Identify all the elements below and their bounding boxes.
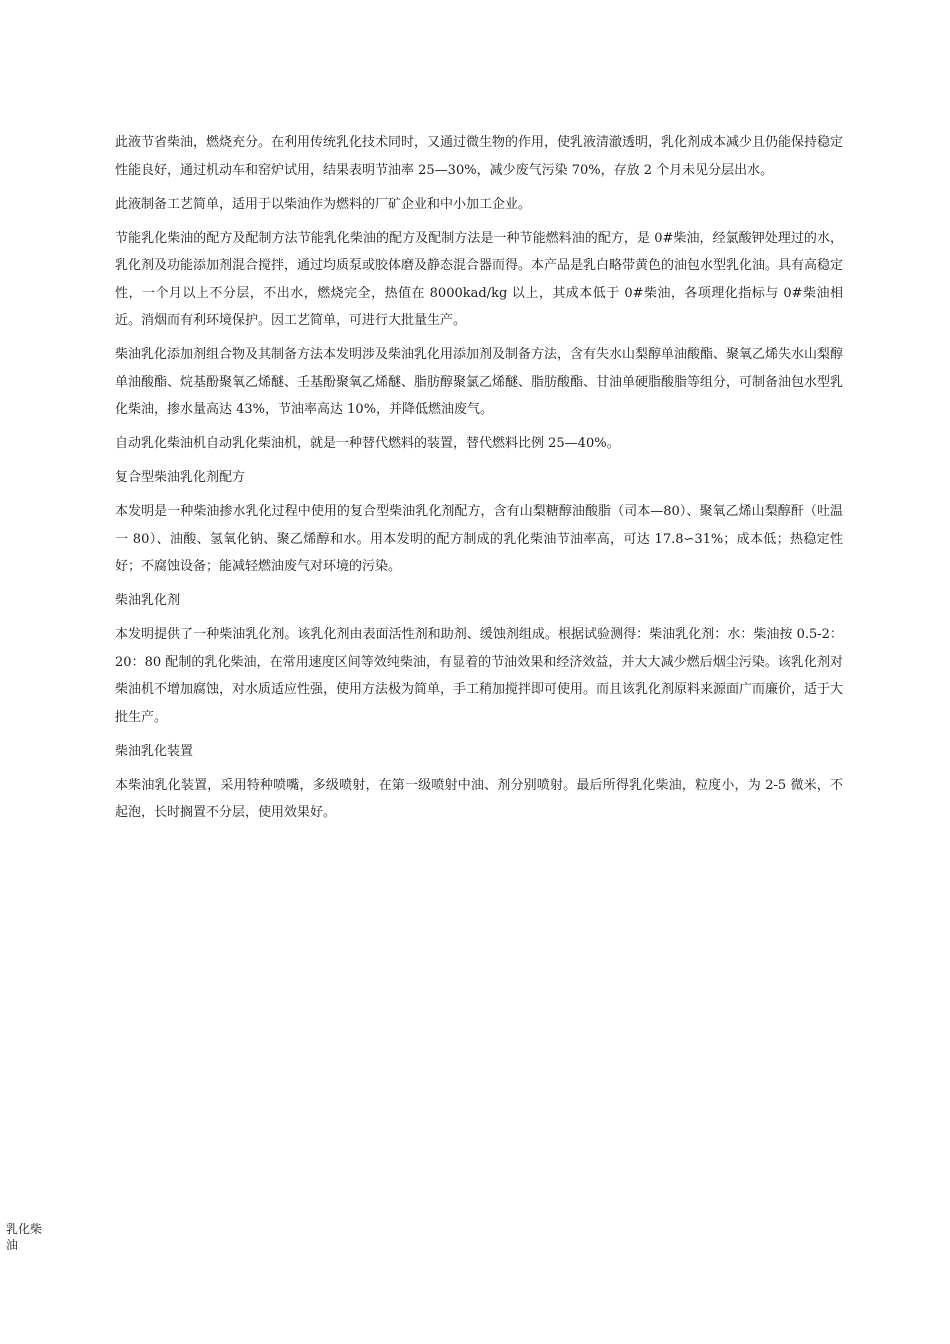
paragraph-11: 本柴油乳化装置，采用特种喷嘴，多级喷射，在第一级喷射中油、剂分别喷射。最后所得乳化柴油，粒度小，为 2-5 微米，不起泡，长时搁置不分层，使用效果好。: [115, 777, 843, 820]
paragraph-1: 此液节省柴油，燃烧充分。在利用传统乳化技术同时，又通过微生物的作用，使乳液清澈透明，乳化剂成本减少且仍能保持稳定性能良好，通过机动车和窑炉试用，结果表明节油率 25—30%，减少废气污染 70%，存放 2 个月未见分层出水。: [115, 135, 844, 178]
document-body: [115, 129, 843, 833]
paragraph-3: 节能乳化柴油的配方及配制方法节能乳化柴油的配方及配制方法是一种节能燃料油的配方，是 0#柴油，经氯酸钾处理过的水，乳化剂及功能添加剂混合搅拌，通过均质泵或胶体磨及静态混合器而得。本产品是乳白略带黄色的油包水型乳化油。具有高稳定性，一个月以上不分层，不出水，燃烧完全，热值在 8000kad/kg 以上，其成本低于 0#柴油，各项理化指标与 0#柴油相近。消烟而有利环境保护。因工艺简单，可进行大批量生产。: [115, 230, 844, 328]
paragraph-4: 柴油乳化添加剂组合物及其制备方法本发明涉及柴油乳化用添加剂及制备方法，含有失水山梨醇单油酸酯、聚氧乙烯失水山梨醇单油酸酯、烷基酚聚氧乙烯醚、壬基酚聚氧乙烯醚、脂肪醇聚氯乙烯醚、脂肪酸酯、甘油单硬脂酸脂等组分，可制备油包水型乳化柴油，掺水量高达 43%，节油率高达 10%，并降低燃油废气。: [115, 347, 844, 417]
section-heading-emulsifying-device: 柴油乳化装置: [115, 743, 194, 759]
paragraph-2: 此液制备工艺简单，适用于以柴油作为燃料的厂矿企业和中小加工企业。: [115, 196, 532, 212]
footer-label: 乳化柴油: [6, 1222, 43, 1252]
section-heading-compound-emulsifier: 复合型柴油乳化剂配方: [115, 470, 246, 485]
paragraph-5: 自动乳化柴油机自动乳化柴油机，就是一种替代燃料的装置，替代燃料比例 25—40%。: [115, 436, 620, 451]
paragraph-9: 本发明提供了一种柴油乳化剂。该乳化剂由表面活性剂和助剂、缓蚀剂组成。根据试验测得：柴油乳化剂：水：柴油按 0.5-2：20：80 配制的乳化柴油，在常用速度区间等效纯柴油，有显着的节油效果和经济效益，并大大减少燃后烟尘污染。该乳化剂对柴油机不增加腐蚀，对水质适应性强，使用方法极为简单，手工稍加搅拌即可使用。而且该乳化剂原料来源面广而廉价，适于大批生产。: [115, 627, 844, 725]
section-heading-diesel-emulsifier: 柴油乳化剂: [115, 593, 181, 608]
paragraph-7: 本发明是一种柴油掺水乳化过程中使用的复合型柴油乳化剂配方，含有山梨糖醇油酸脂（司本—80）、聚氧乙烯山梨醇酐（吐温一 80）、油酸、氢氧化钠、聚乙烯醇和水。用本发明的配方制成的乳化柴油节油率高，可达 17.8∽31%；成本低；热稳定性好；不腐蚀设备；能减轻燃油废气对环境的污染。: [115, 504, 843, 574]
